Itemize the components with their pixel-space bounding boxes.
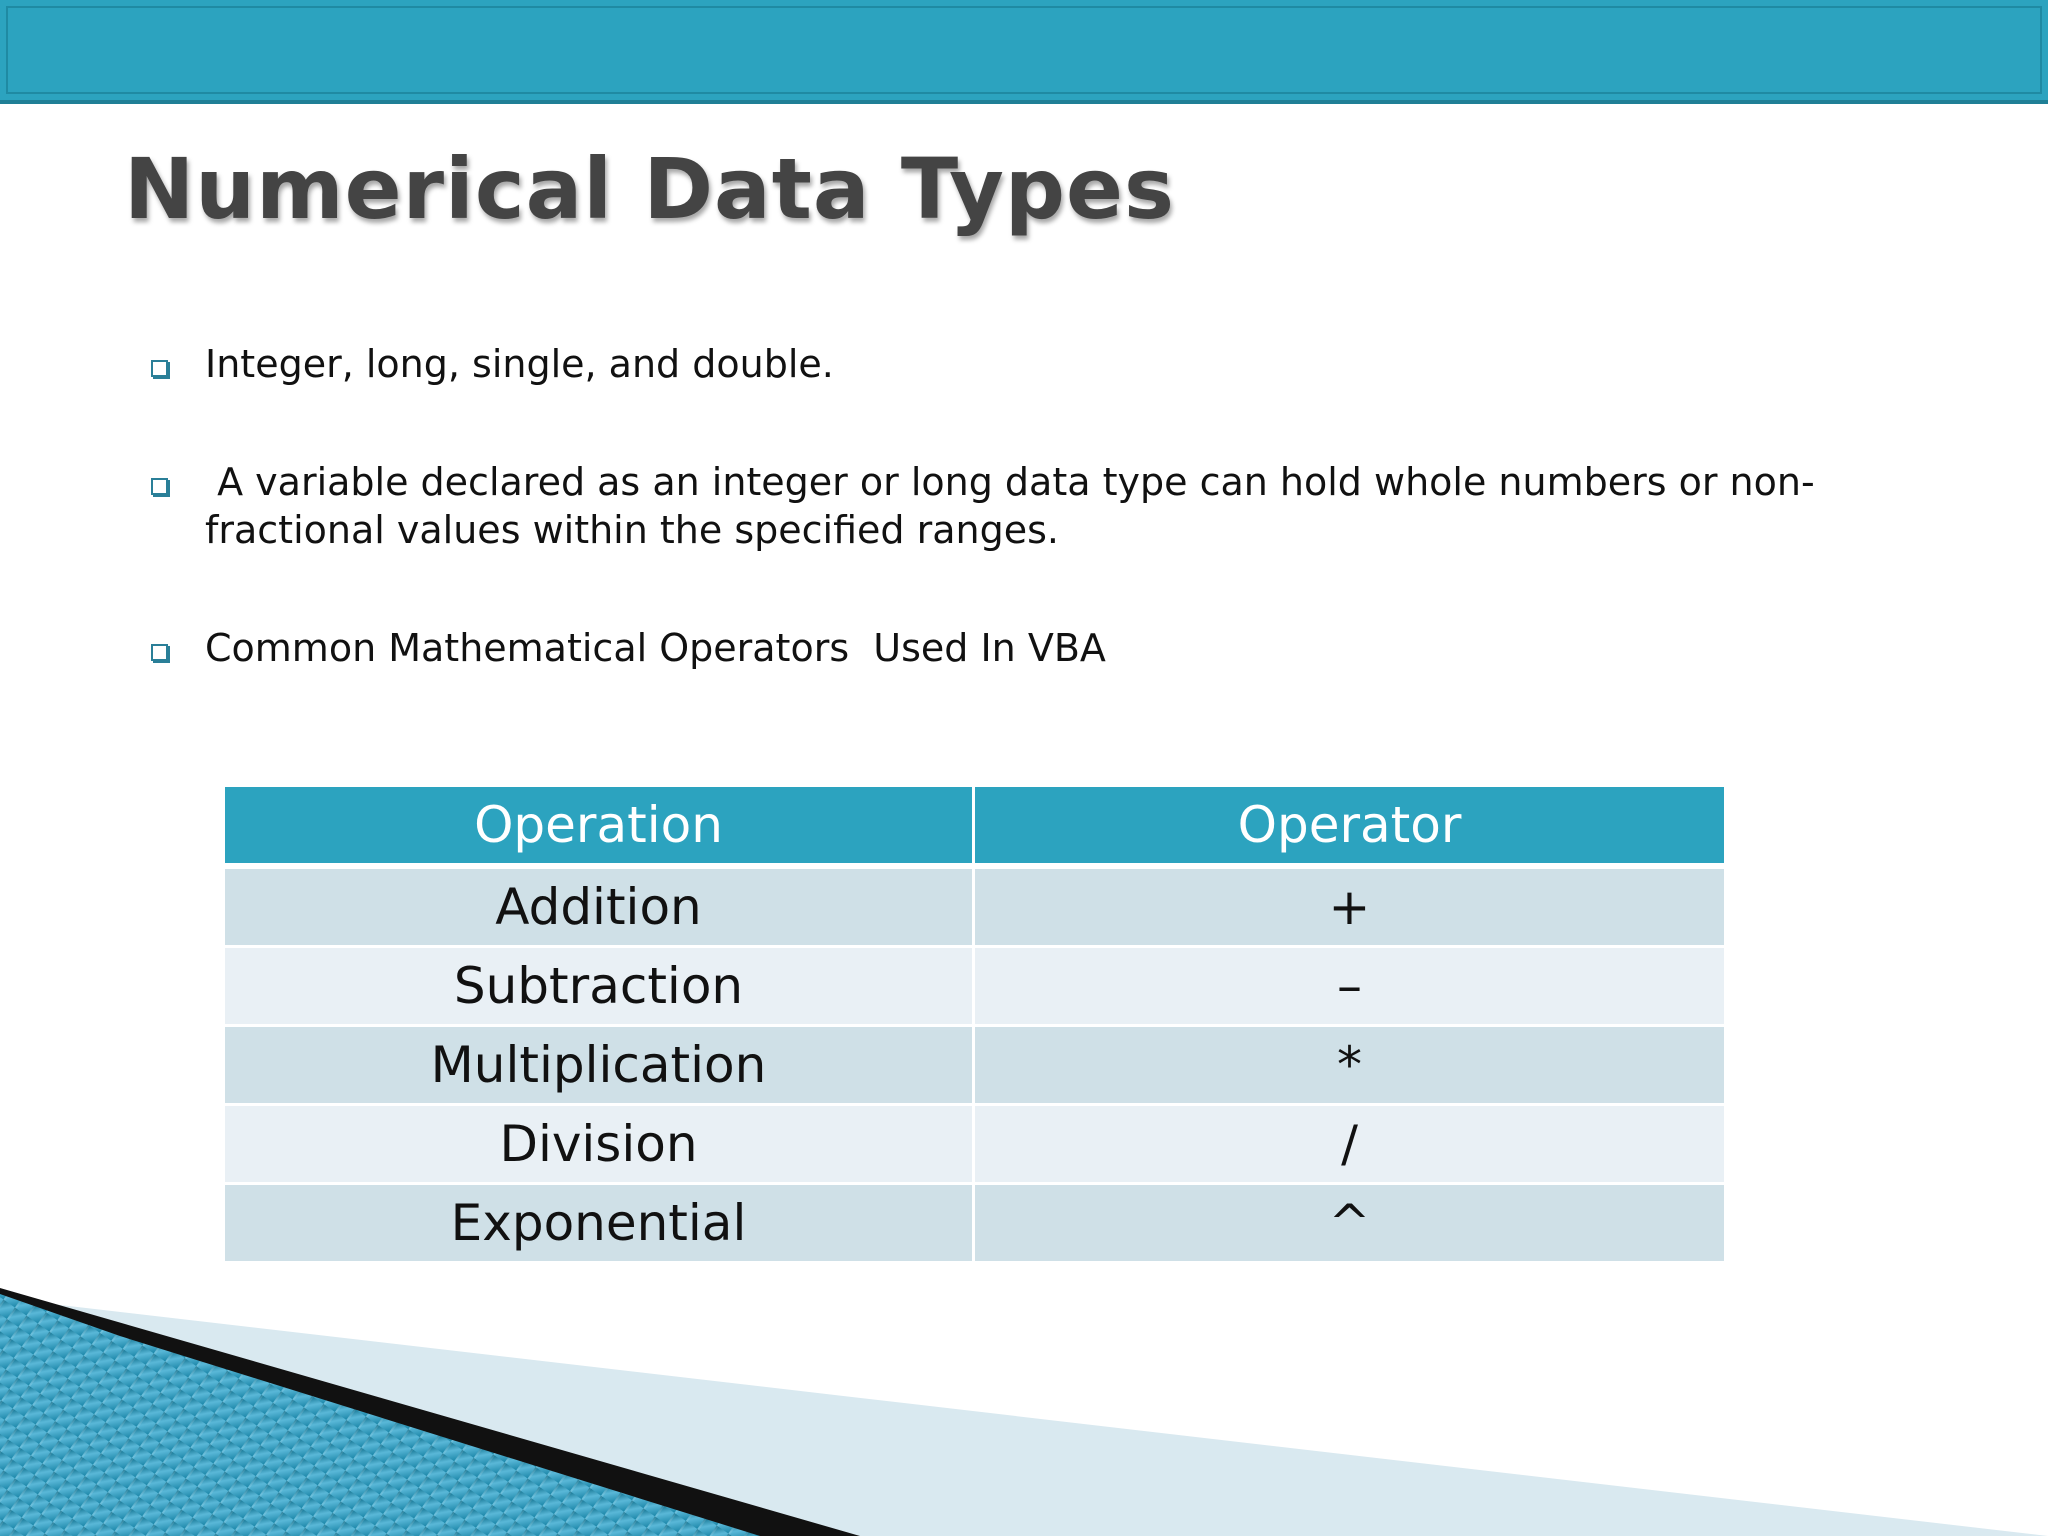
top-banner	[0, 0, 2048, 104]
operator-cell: ^	[974, 1184, 1726, 1263]
table-row	[224, 866, 1726, 947]
operation-cell: Exponential	[224, 1184, 974, 1263]
operator-cell: –	[974, 947, 1726, 1026]
bullet-text: Integer, long, single, and double.	[205, 342, 834, 386]
bullet-item	[148, 340, 1928, 388]
table-row	[224, 1026, 1726, 1105]
table-header-row	[224, 786, 1726, 867]
bullet-item	[148, 624, 1928, 672]
bullet-text: A variable declared as an integer or long data type can hold whole numbers or non-fractional values within the specified ranges.	[205, 460, 1815, 552]
operation-cell: Division	[224, 1105, 974, 1184]
decorative-swoosh	[0, 1280, 2048, 1536]
bullet-text: Common Mathematical Operators Used In VBA	[205, 626, 1106, 670]
operator-cell: +	[974, 866, 1726, 947]
slide-title: Numerical Data Types	[124, 140, 1176, 238]
operator-cell: *	[974, 1026, 1726, 1105]
bullet-list	[148, 340, 1928, 672]
square-bullet-icon	[151, 478, 168, 495]
column-header-operator: Operator	[974, 786, 1726, 867]
square-bullet-icon	[151, 644, 168, 661]
square-bullet-icon	[151, 360, 168, 377]
top-banner-frame	[6, 6, 2042, 94]
bullet-item	[148, 458, 1928, 554]
table-row	[224, 947, 1726, 1026]
table-row	[224, 1105, 1726, 1184]
table-row	[224, 1184, 1726, 1263]
operators-table	[222, 784, 1727, 1264]
column-header-operation: Operation	[224, 786, 974, 867]
operation-cell: Addition	[224, 866, 974, 947]
operator-cell: /	[974, 1105, 1726, 1184]
operation-cell: Multiplication	[224, 1026, 974, 1105]
operation-cell: Subtraction	[224, 947, 974, 1026]
